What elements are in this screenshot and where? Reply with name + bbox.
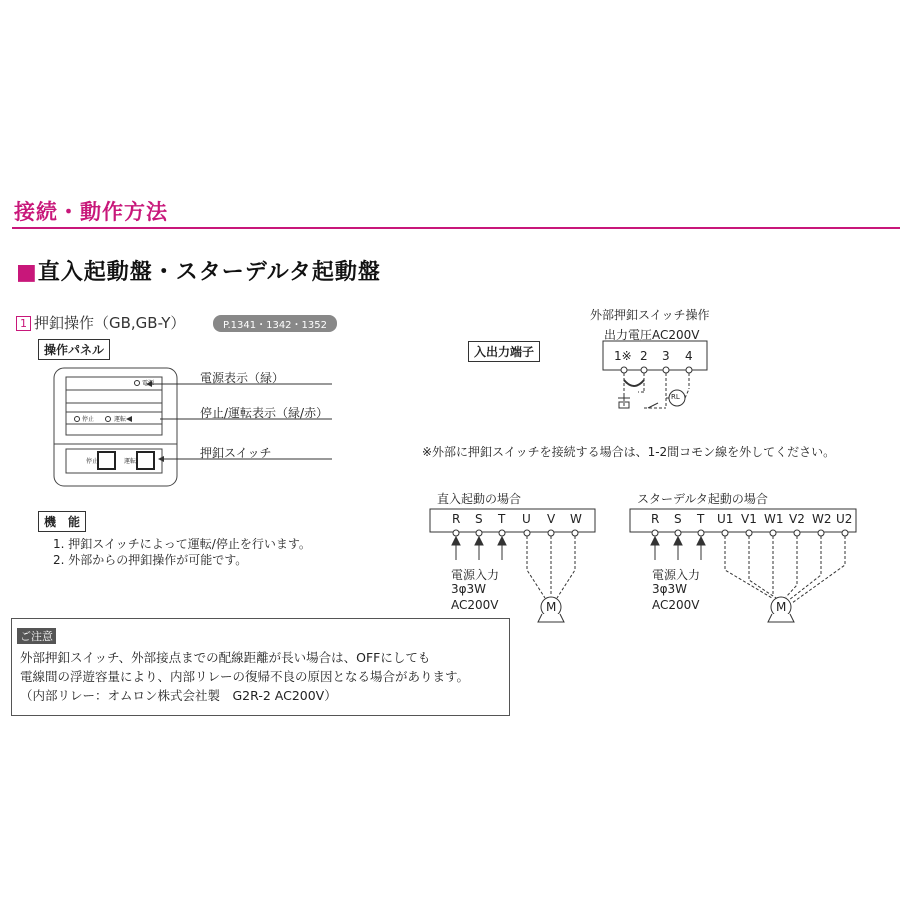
sd-input-line-3: AC200V bbox=[652, 598, 700, 612]
direct-input-line-1: 電源入力 bbox=[451, 568, 500, 582]
caution-line-2: 電線間の浮遊容量により、内部リレーの復帰不良の原因となる場合があります。 bbox=[20, 669, 470, 684]
caution-line-3: （内部リレー：オムロン株式会社製 G2R-2 AC200V） bbox=[20, 688, 337, 703]
sd-terminal-u1: U1 bbox=[717, 512, 734, 526]
io-terminal-1: 1※ bbox=[614, 349, 632, 363]
io-terminal-3: 3 bbox=[662, 349, 670, 363]
sd-terminal-w1: W1 bbox=[764, 512, 784, 526]
direct-motor-label: M bbox=[546, 600, 557, 614]
square-bullet-icon: ■ bbox=[16, 260, 38, 285]
sd-terminal-r: R bbox=[651, 512, 660, 526]
sd-terminal-s: S bbox=[674, 512, 682, 526]
io-terminal-4: 4 bbox=[685, 349, 693, 363]
io-caption: 外部押釦スイッチ操作 bbox=[590, 308, 710, 322]
stop-small-label: 停止 bbox=[82, 416, 95, 423]
io-note: ※外部に押釦スイッチを接続する場合は、1-2間コモン線を外してください。 bbox=[422, 445, 836, 459]
direct-terminal-u: U bbox=[522, 512, 531, 526]
sd-terminal-u2: U2 bbox=[836, 512, 853, 526]
stop-button-label: 停止 bbox=[86, 458, 99, 465]
direct-title: 直入起動の場合 bbox=[437, 492, 522, 506]
power-lamp-icon bbox=[135, 381, 140, 386]
sd-terminal-v2: V2 bbox=[789, 512, 805, 526]
direct-terminal-v: V bbox=[547, 512, 556, 526]
run-lamp-icon bbox=[106, 417, 111, 422]
io-voltage: 出力電圧AC200V bbox=[604, 328, 700, 342]
direct-terminal-s: S bbox=[475, 512, 483, 526]
stop-lamp-icon bbox=[75, 417, 80, 422]
run-button-label: 運転 bbox=[124, 458, 137, 465]
function-label: 機 能 bbox=[38, 511, 86, 532]
stop-push-button bbox=[98, 452, 115, 469]
stardelta-title: スターデルタ起動の場合 bbox=[637, 492, 768, 506]
sd-terminal-w2: W2 bbox=[812, 512, 832, 526]
subtitle-text: 直入起動盤・スターデルタ起動盤 bbox=[37, 260, 381, 285]
sd-motor-label: M bbox=[776, 600, 787, 614]
caution-tag: ご注意 bbox=[17, 628, 56, 644]
run-small-label: 運転 bbox=[114, 416, 127, 423]
callout-status: 停止/運転表示（緑/赤） bbox=[200, 406, 329, 420]
sd-input-line-2: 3φ3W bbox=[652, 582, 688, 596]
io-terminal-2: 2 bbox=[640, 349, 648, 363]
sd-input-line-1: 電源入力 bbox=[652, 568, 701, 582]
sd-terminal-v1: V1 bbox=[741, 512, 757, 526]
direct-terminal-r: R bbox=[452, 512, 461, 526]
direct-terminal-t: T bbox=[498, 512, 506, 526]
direct-input-line-3: AC200V bbox=[451, 598, 499, 612]
callout-power: 電源表示（緑） bbox=[200, 371, 285, 385]
direct-input-line-2: 3φ3W bbox=[451, 582, 487, 596]
panel-label: 操作パネル bbox=[38, 339, 110, 360]
io-label: 入出力端子 bbox=[468, 341, 540, 362]
caution-line-1: 外部押釦スイッチ、外部接点までの配線距離が長い場合は、OFFにしても bbox=[20, 650, 431, 665]
page-reference-badge: P.1341・1342・1352 bbox=[213, 315, 337, 332]
operation-title: 押釦操作（GB,GB-Y） bbox=[34, 314, 186, 332]
direct-terminal-w: W bbox=[570, 512, 582, 526]
power-small-label: 電源 bbox=[142, 380, 155, 387]
function-item-2: 2. 外部からの押釦操作が可能です。 bbox=[53, 553, 248, 567]
callout-button: 押釦スイッチ bbox=[200, 446, 272, 460]
relay-label: RL bbox=[671, 393, 680, 401]
section-title: 接続・動作方法 bbox=[14, 200, 168, 224]
function-item-1: 1. 押釦スイッチによって運転/停止を行います。 bbox=[53, 537, 311, 551]
sd-terminal-t: T bbox=[697, 512, 705, 526]
section-number-badge: 1 bbox=[16, 316, 31, 331]
run-push-button bbox=[137, 452, 154, 469]
